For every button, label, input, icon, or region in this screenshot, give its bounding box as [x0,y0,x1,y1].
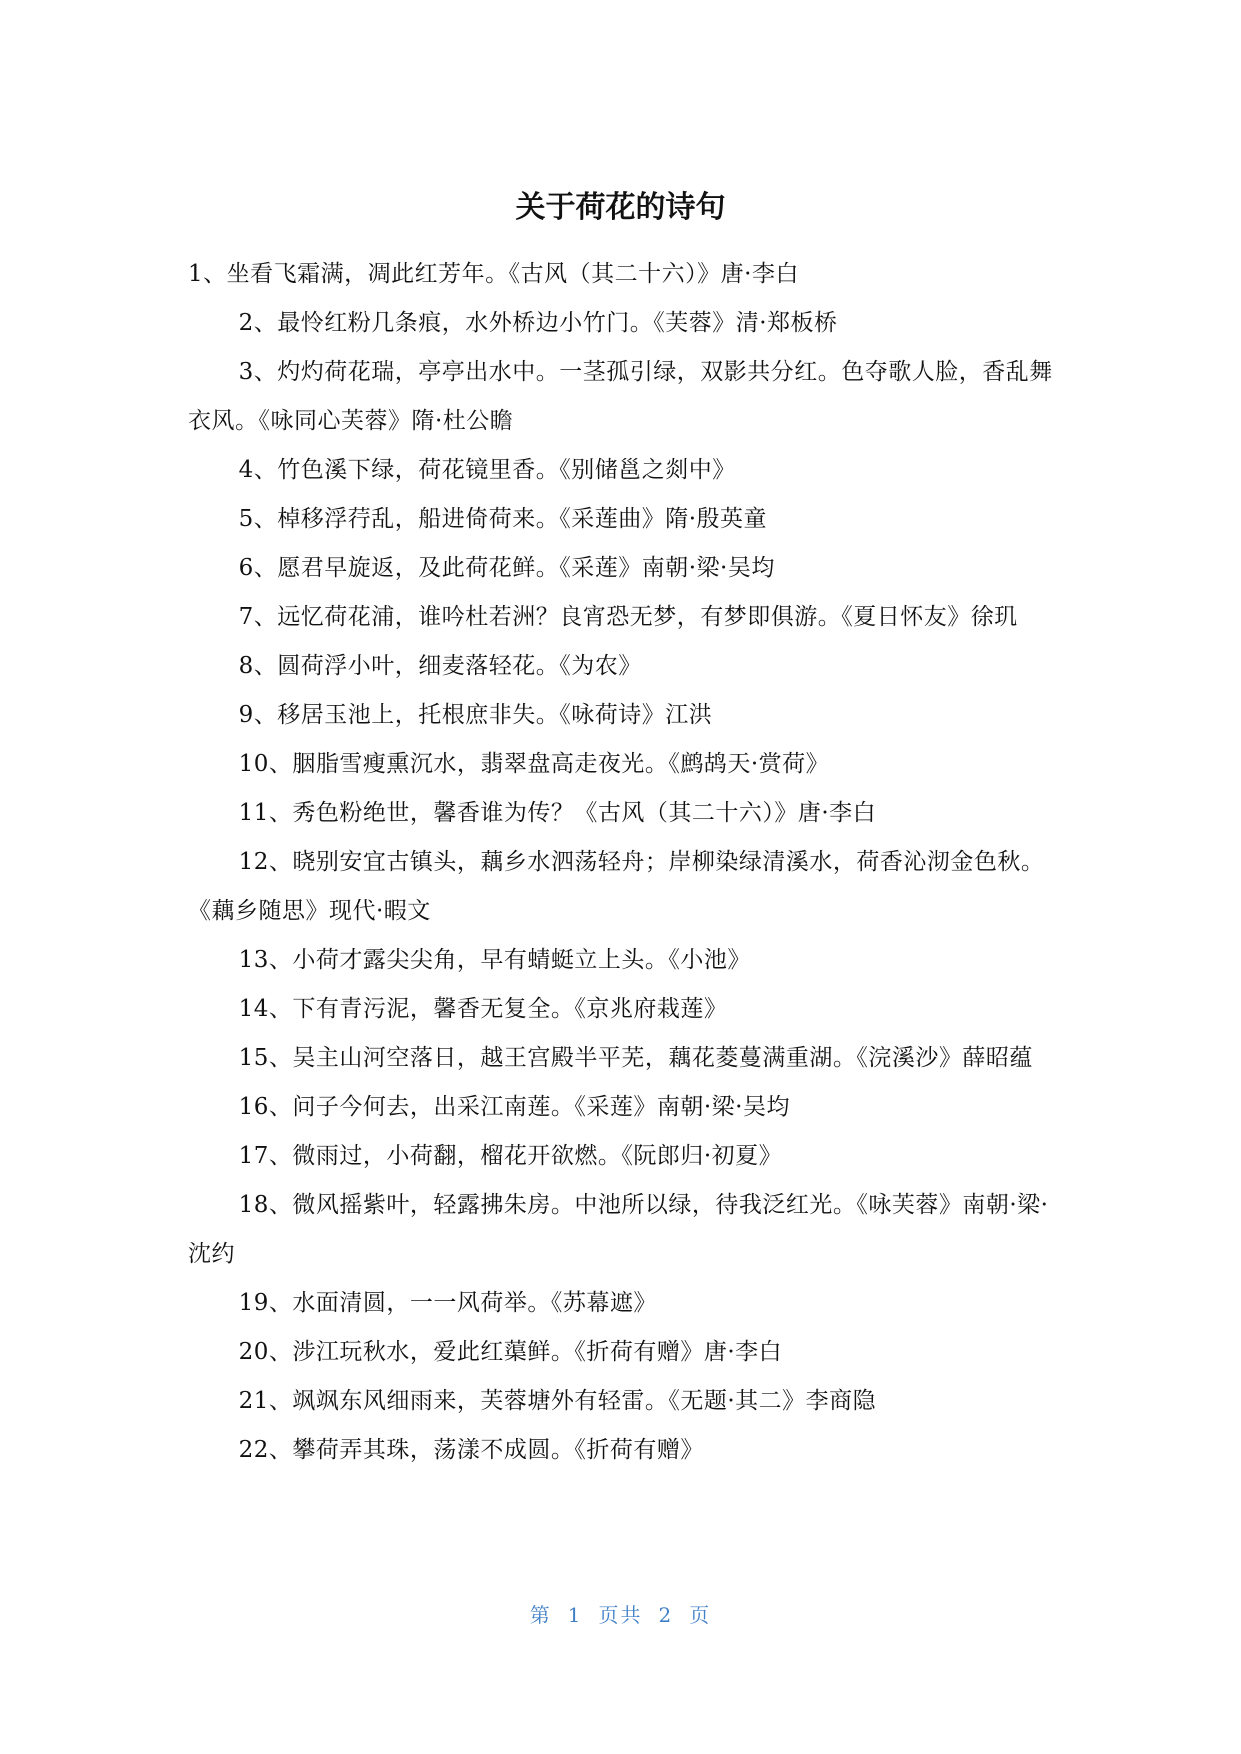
poem-line: 12、晓别安宜古镇头，藕乡水泗荡轻舟；岸柳染绿清溪水，荷香沁沏金色秋。《藕乡随思》现代·暇文 [188,849,1045,924]
poem-line: 7、远忆荷花浦，谁吟杜若洲？良宵恐无梦，有梦即俱游。《夏日怀友》徐玑 [238,604,1018,630]
poem-line: 15、吴主山河空落日，越王宫殿半平芜，藕花菱蔓满重湖。《浣溪沙》薛昭蕴 [238,1045,1033,1071]
poem-line: 14、下有青污泥，馨香无复全。《京兆府栽莲》 [238,996,728,1022]
poem-line: 6、愿君早旋返，及此荷花鲜。《采莲》南朝·梁·吴均 [238,555,775,581]
footer-middle: 页共 [598,1603,643,1627]
poem-line: 19、水面清圆，一一风荷举。《苏幕遮》 [238,1290,657,1316]
footer-current-page: 1 [567,1603,583,1627]
poem-line: 17、微雨过，小荷翻，榴花开欲燃。《阮郎归·初夏》 [238,1143,783,1169]
poem-line: 18、微风摇紫叶，轻露拂朱房。中池所以绿，待我泛红光。《咏芙蓉》南朝·梁·沈约 [188,1192,1049,1267]
poem-line: 3、灼灼荷花瑞，亭亭出水中。一茎孤引绿，双影共分红。色夺歌人脸，香乱舞衣风。《咏同心芙蓉》隋·杜公瞻 [188,359,1053,434]
poem-line: 2、最怜红粉几条痕，水外桥边小竹门。《芙蓉》清·郑板桥 [238,310,838,336]
footer-suffix: 页 [689,1603,712,1627]
poem-line: 21、飒飒东风细雨来，芙蓉塘外有轻雷。《无题·其二》李商隐 [238,1388,877,1414]
poem-line: 16、问子今何去，出采江南莲。《采莲》南朝·梁·吴均 [238,1094,790,1120]
poem-line: 1、坐看飞霜满，凋此红芳年。《古风（其二十六）》唐·李白 [188,261,799,287]
poem-line: 4、竹色溪下绿，荷花镜里香。《别储邕之剡中》 [238,457,736,483]
poem-line: 20、涉江玩秋水，爱此红蕖鲜。《折荷有赠》唐·李白 [238,1339,783,1365]
poem-line: 5、棹移浮荇乱，船进倚荷来。《采莲曲》隋·殷英童 [238,506,768,532]
poem-line: 9、移居玉池上，托根庶非失。《咏荷诗》江洪 [238,702,713,728]
poem-line: 22、攀荷弄其珠，荡漾不成圆。《折荷有赠》 [238,1437,704,1463]
poem-line: 8、圆荷浮小叶，细麦落轻花。《为农》 [238,653,642,679]
footer-total-pages: 2 [658,1603,674,1627]
poem-line: 11、秀色粉绝世，馨香谁为传？《古风（其二十六）》唐·李白 [238,800,877,826]
poem-line: 13、小荷才露尖尖角，早有蜻蜓立上头。《小池》 [238,947,751,973]
page-footer [0,1601,1241,1629]
footer-prefix: 第 [529,1603,552,1627]
document-title: 关于荷花的诗句 [515,190,726,225]
poem-line: 10、胭脂雪瘦熏沉水，翡翠盘高走夜光。《鹧鸪天·赏荷》 [238,751,830,777]
poem-list [188,250,1054,1475]
